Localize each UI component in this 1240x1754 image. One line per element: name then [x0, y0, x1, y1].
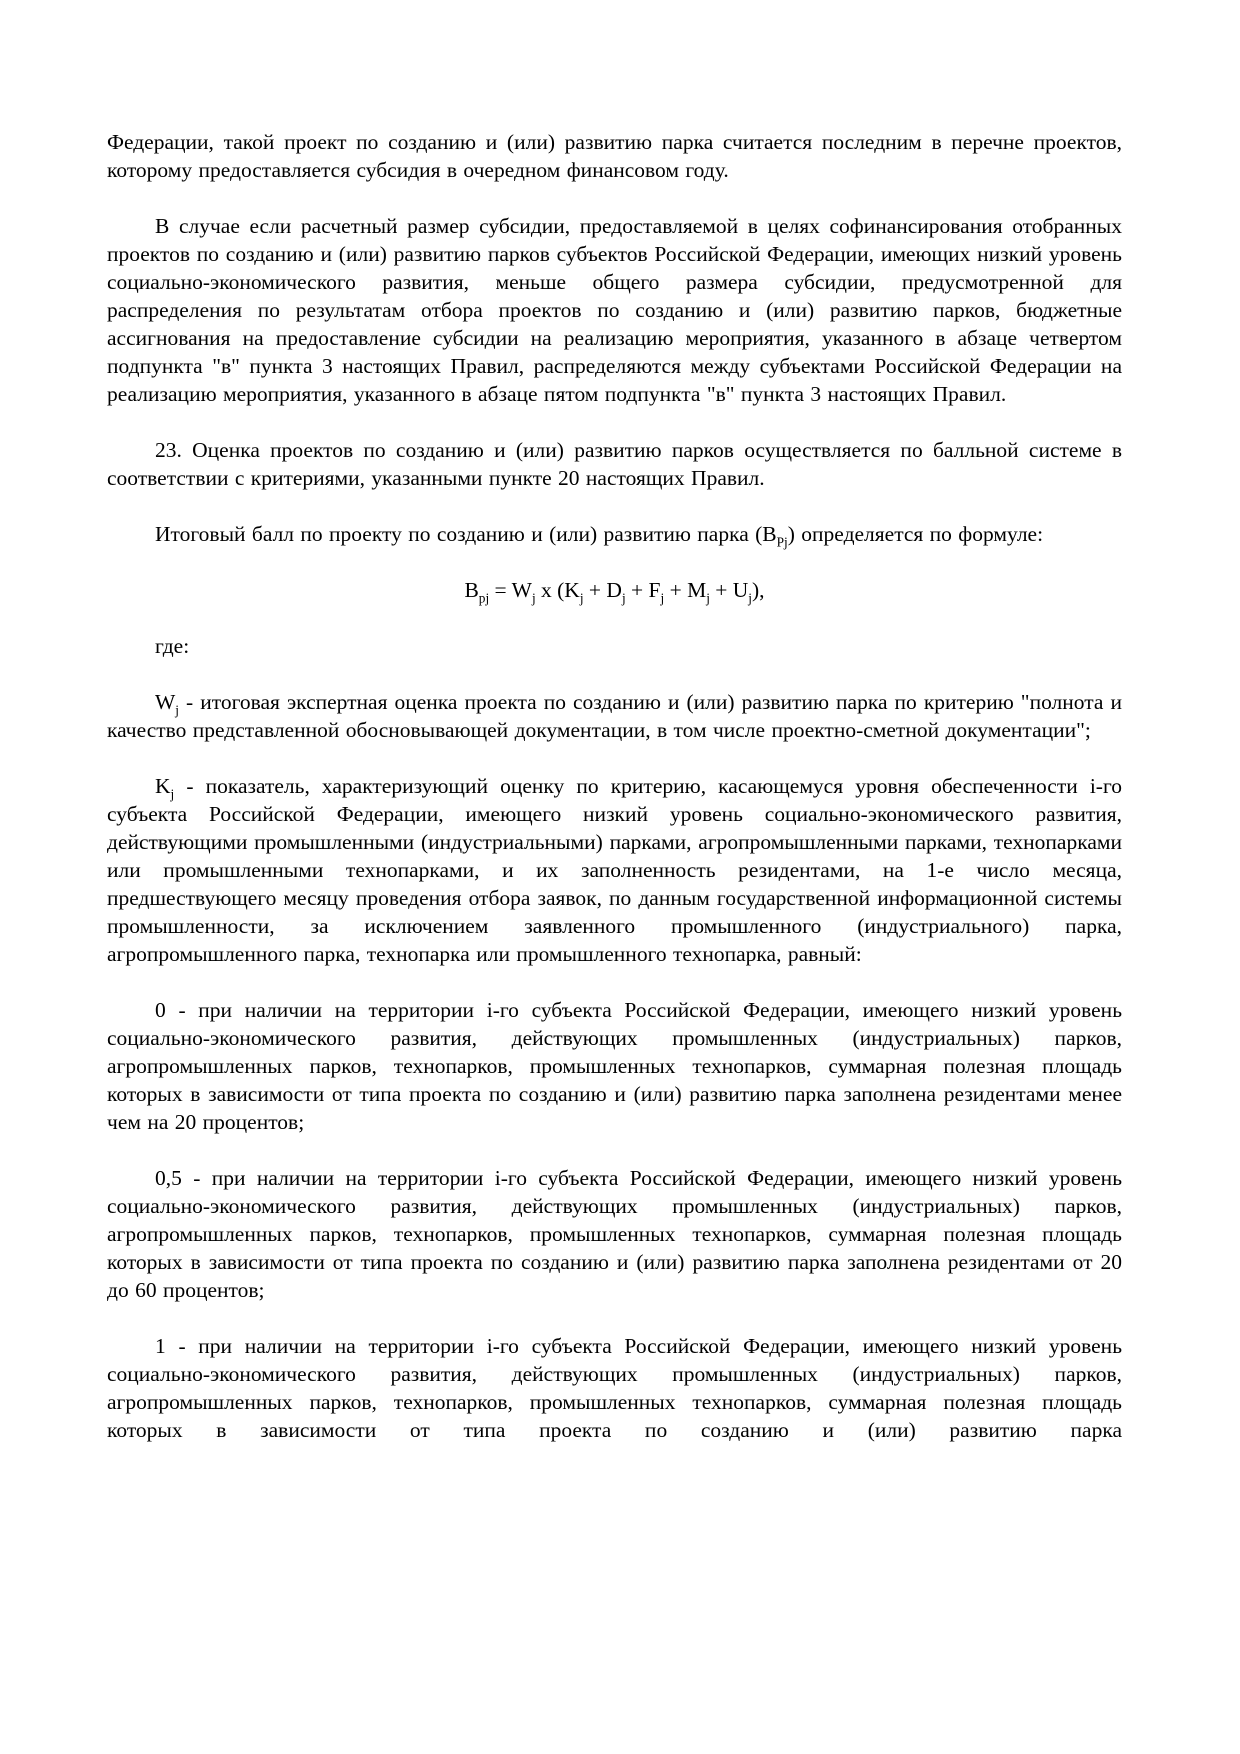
paragraph-wj-definition: $W_j$ - итоговая экспертная оценка проекта по созданию и (или) развитию парка по критерию "полнота и качество представленной обосновывающей документации, в том числе проектно-сметной документации";: [107, 690, 1122, 742]
paragraph-subsidy-distribution: В случае если расчетный размер субсидии, предоставляемой в целях софинансирования отобранных проектов по созданию и (или) развитию парков субъектов Российской Федерации, имеющих низкий уровень социально-экономического развития, меньше общего размера субсидии, предусмотренной для распределения по результатам отбора проектов по созданию и (или) развитию парков, бюджетные ассигнования на предоставление субсидии на реализацию мероприятия, указанного в абзаце четвертом подпункта "в" пункта 3 настоящих Правил, распределяются между субъектами Российской Федерации на реализацию мероприятия, указанного в абзаце пятом подпункта "в" пункта 3 настоящих Правил.: [107, 214, 1122, 406]
paragraph-kj-value-0-5: 0,5 - при наличии на территории i-го субъекта Российской Федерации, имеющего низкий уровень социально-экономического развития, действующих промышленных (индустриальных) парков, агропромышленных парков, технопарков, промышленных технопарков, суммарная полезная площадь которых в зависимости от типа проекта по созданию и (или) развитию парка заполнена резидентами от 20 до 60 процентов;: [107, 1166, 1122, 1302]
subscript: j: [660, 590, 665, 606]
subscript: j: [175, 702, 179, 718]
paragraph-point-23: 23. Оценка проектов по созданию и (или) развитию парков осуществляется по балльной системе в соответствии с критериями, указанными пункте 20 настоящих Правил.: [107, 438, 1122, 490]
subscript: Pj: [776, 534, 788, 550]
paragraph-where-label: где:: [155, 634, 190, 658]
paragraph-total-score-intro: Итоговый балл по проекту по созданию и (или) развитию парка $(B_{Pj})$ определяется по формуле:: [155, 522, 1044, 550]
subscript: j: [748, 590, 752, 606]
subscript: j: [621, 590, 626, 606]
paragraph-kj-value-1: 1 - при наличии на территории i-го субъекта Российской Федерации, имеющего низкий уровень социально-экономического развития, действующих промышленных (индустриальных) парков, агропромышленных парков, технопарков, промышленных технопарков, суммарная полезная площадь которых в зависимости от типа проекта по созданию и (или) развитию парка: [107, 1334, 1122, 1442]
subscript: pj: [478, 590, 490, 606]
paragraph-kj-definition: $K_j$ - показатель, характеризующий оценку по критерию, касающемуся уровня обеспеченности i-го субъекта Российской Федерации, имеющего низкий уровень социально-экономического развития, действующими промышленными (индустриальными) парками, агропромышленными парками, технопарками или промышленными технопарками, и их заполненность резидентами, на 1-е число месяца, предшествующего месяцу проведения отбора заявок, по данным государственной информационной системы промышленности, за исключением заявленного промышленного (индустриального) парка, агропромышленного парка, технопарка или промышленного технопарка, равный:: [107, 774, 1122, 966]
subscript: j: [170, 786, 175, 802]
subscript: j: [706, 590, 710, 606]
paragraph-kj-value-0: 0 - при наличии на территории i-го субъекта Российской Федерации, имеющего низкий уровень социально-экономического развития, действующих промышленных (индустриальных) парков, агропромышленных парков, технопарков, промышленных технопарков, суммарная полезная площадь которых в зависимости от типа проекта по созданию и (или) развитию парка заполнена резидентами менее чем на 20 процентов;: [107, 998, 1122, 1134]
subscript: j: [579, 590, 584, 606]
paragraph-continuation: Федерации, такой проект по созданию и (или) развитию парка считается последним в перечне проектов, которому предоставляется субсидия в очередном финансовом году.: [107, 130, 1122, 182]
subscript: j: [531, 590, 536, 606]
formula-total-score: $B_{pj} = W_j$ x $(K_j + D_j + F_j + M_j + U_j)$,: [464, 578, 765, 606]
